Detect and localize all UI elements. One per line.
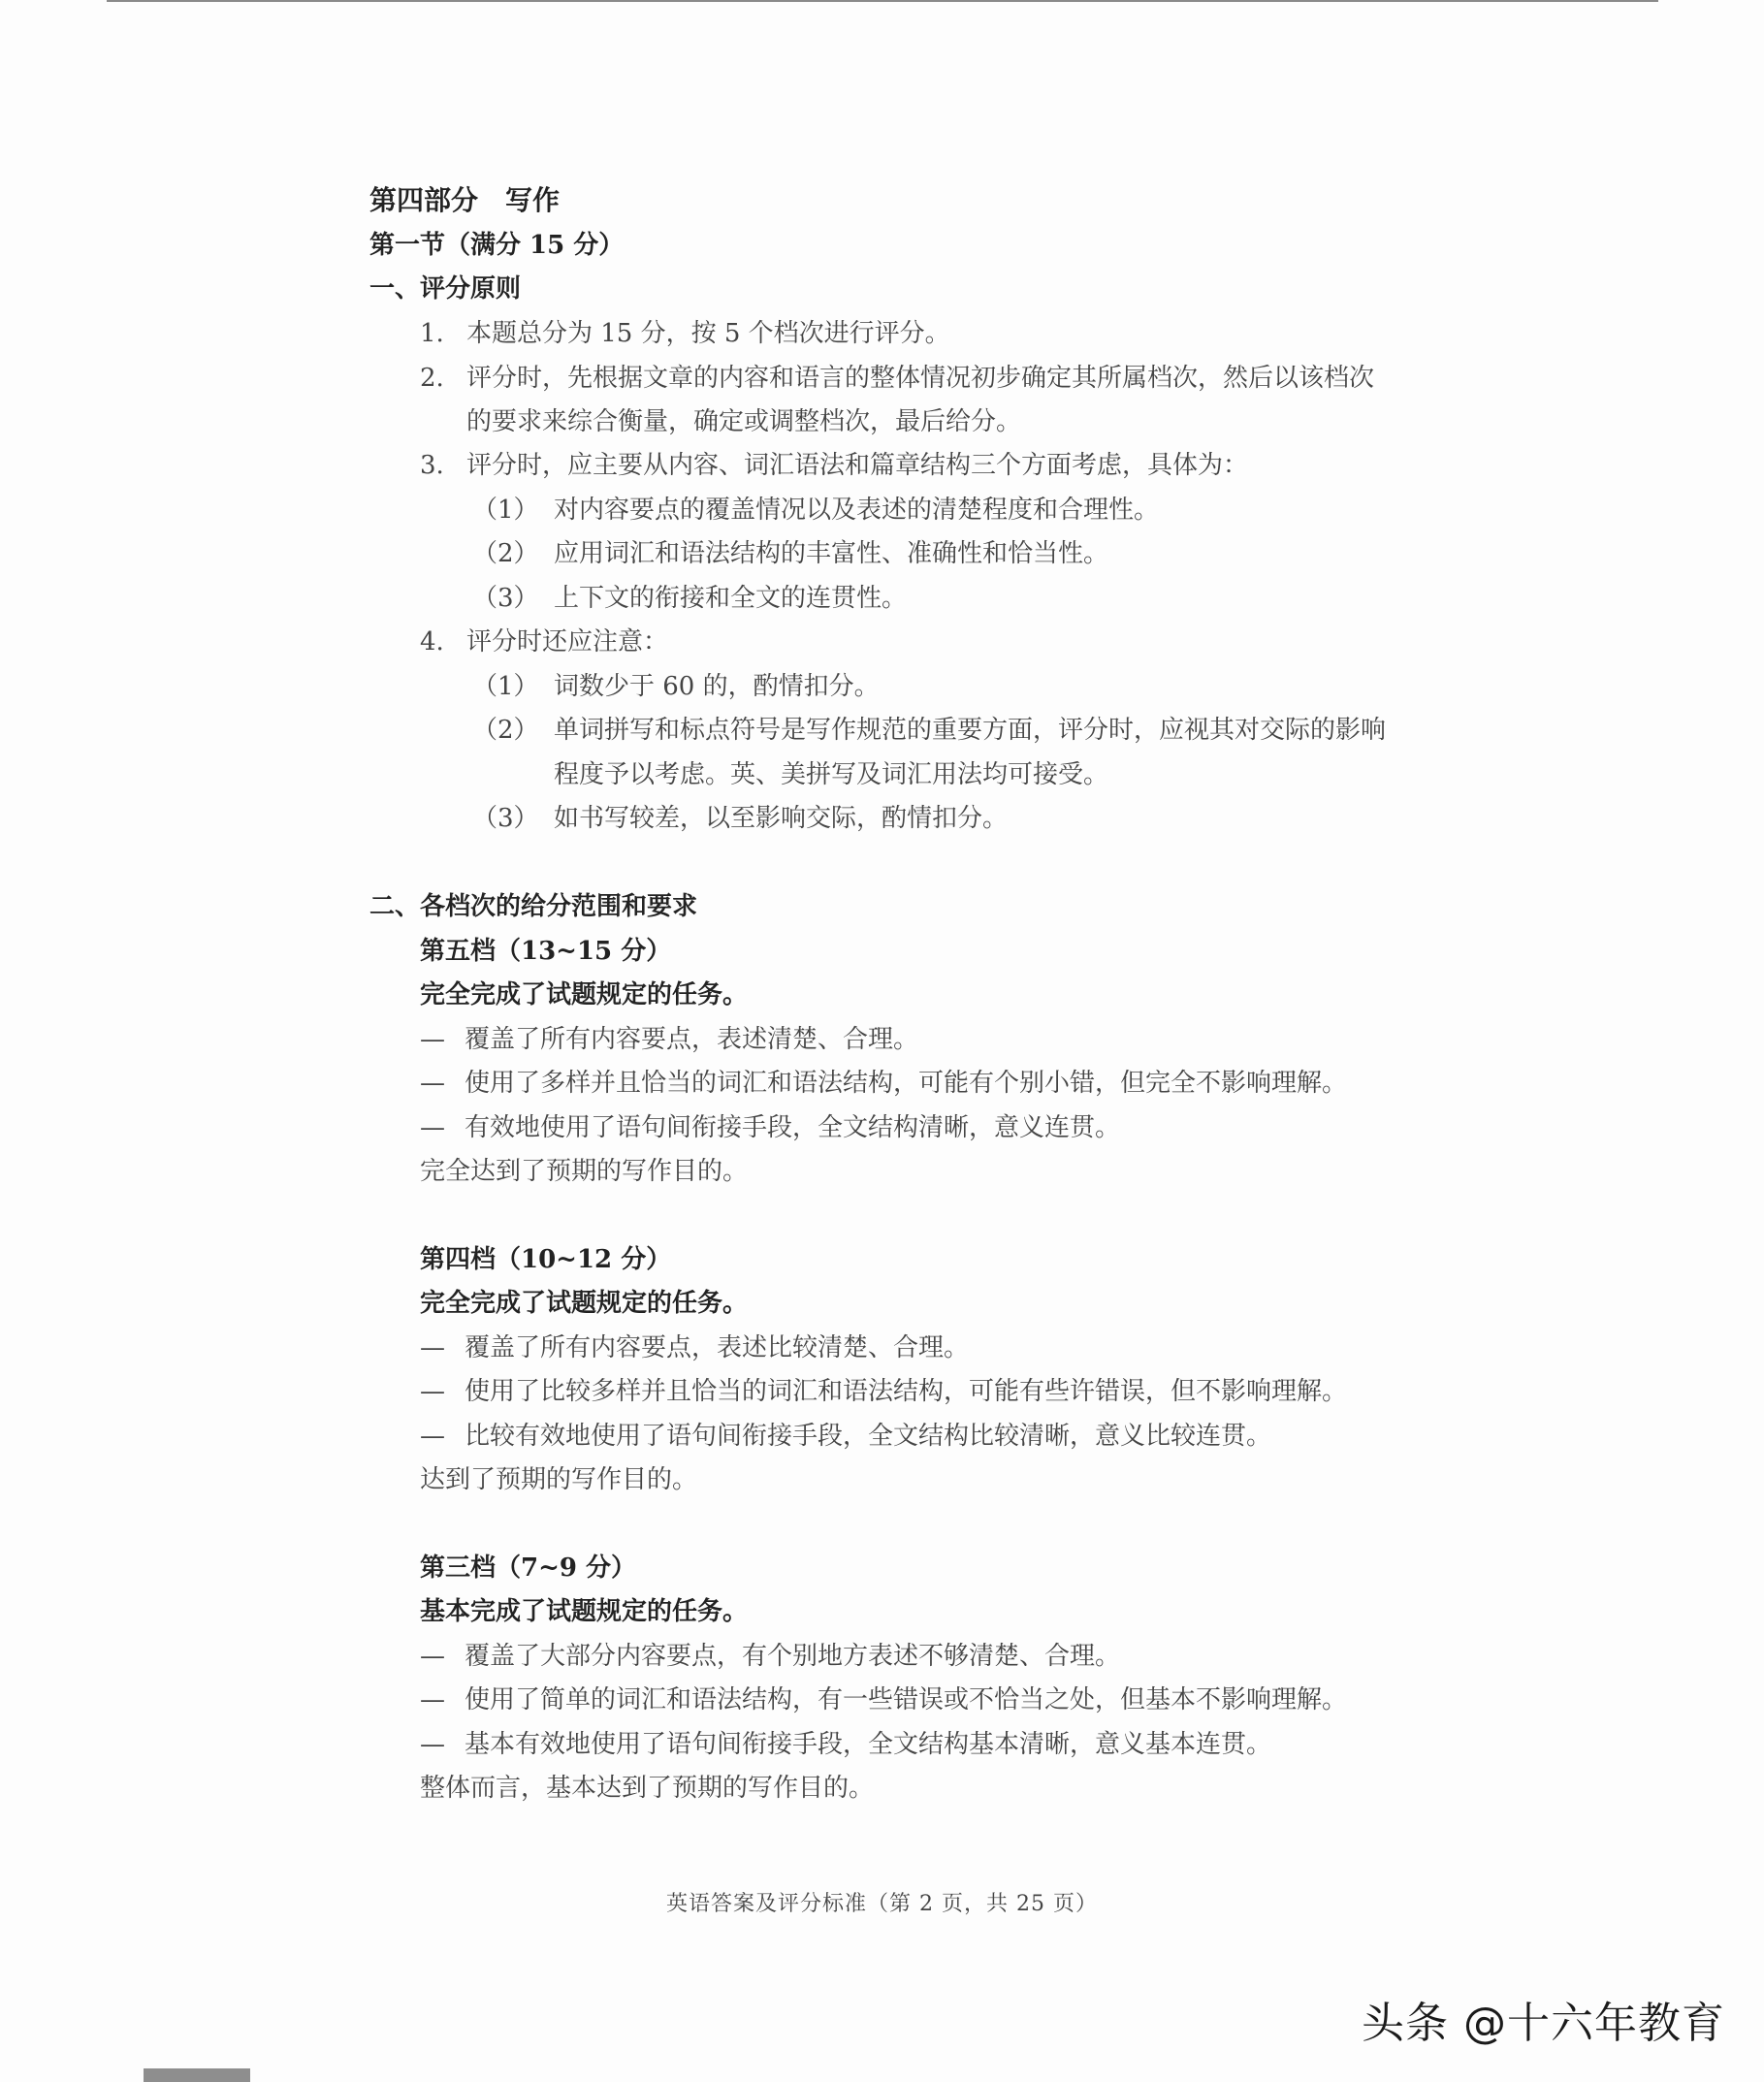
dash-bullet: — [420,1025,445,1054]
dash-bullet: — [420,1113,445,1142]
item-number: 1. [420,319,444,348]
sub-item-3-3 [472,582,907,615]
dash-bullet: — [420,1642,445,1671]
point-text: 基本有效地使用了语句间衔接手段，全文结构基本清晰，意义基本连贯。 [465,1730,1272,1759]
item-number: 3. [420,451,444,480]
sub-number: （2） [472,539,539,568]
tier-title: 第五档（13~15 分） [420,937,672,966]
tier-point [420,1111,1120,1144]
point-text: 有效地使用了语句间衔接手段，全文结构清晰，意义连贯。 [465,1113,1121,1142]
point-text: 覆盖了所有内容要点，表述清楚、合理。 [465,1025,919,1054]
dash-bullet: — [420,1333,445,1362]
sub-item-4-2-cont: 程度予以考虑。英、美拼写及词汇用法均可接受。 [554,760,1109,789]
sub-item-4-2 [472,714,1386,747]
item-number: 4. [420,627,444,657]
dash-bullet: — [420,1730,445,1759]
point-text: 覆盖了大部分内容要点，有个别地方表述不够清楚、合理。 [465,1642,1121,1671]
tier-task: 完全完成了试题规定的任务。 [420,1289,749,1318]
principle-item-2-cont: 的要求来综合衡量，确定或调整档次，最后给分。 [466,407,1022,436]
item-text: 评分时，应主要从内容、词汇语法和篇章结构三个方面考虑，具体为： [466,451,1249,480]
principle-item-1 [420,317,950,350]
levels-heading: 二、各档次的给分范围和要求 [369,892,698,921]
watermark-text: 头条 @十六年教育 [1362,1999,1725,2048]
sub-text: 单词拼写和标点符号是写作规范的重要方面，评分时，应视其对交际的影响 [554,716,1387,745]
sub-item-4-3 [472,802,1008,835]
point-text: 使用了多样并且恰当的词汇和语法结构，可能有个别小错，但完全不影响理解。 [465,1069,1348,1098]
dash-bullet: — [420,1069,445,1098]
tier-conclusion: 达到了预期的写作目的。 [420,1465,698,1494]
dash-bullet: — [420,1685,445,1714]
part-title: 第四部分 写作 [369,184,561,216]
top-rule [107,0,1658,2]
tier-point [420,1420,1271,1453]
item-text: 评分时还应注意： [466,627,669,657]
corner-bar [144,2068,250,2082]
item-number: 2. [420,364,444,393]
item-text: 评分时，先根据文章的内容和语言的整体情况初步确定其所属档次，然后以该档次 [466,364,1375,393]
principle-item-3 [420,449,1248,482]
principle-item-4 [420,625,668,658]
tier-point [420,1023,918,1056]
principles-heading: 一、评分原则 [369,274,522,304]
tier-point [420,1728,1271,1761]
tier-point [420,1375,1347,1408]
sub-number: （1） [472,496,539,525]
principle-item-2 [420,362,1374,395]
sub-number: （3） [472,584,539,613]
sub-item-3-2 [472,537,1108,570]
sub-text: 对内容要点的覆盖情况以及表述的清楚程度和合理性。 [554,496,1160,525]
sub-text: 应用词汇和语法结构的丰富性、准确性和恰当性。 [554,539,1109,568]
sub-item-4-1 [472,670,880,703]
tier-conclusion: 整体而言，基本达到了预期的写作目的。 [420,1774,875,1803]
sub-number: （1） [472,672,539,701]
dash-bullet: — [420,1422,445,1451]
sub-item-3-1 [472,494,1159,527]
sub-number: （3） [472,804,539,833]
sub-text: 如书写较差，以至影响交际，酌情扣分。 [554,804,1009,833]
tier-point [420,1331,969,1364]
tier-point [420,1683,1347,1716]
point-text: 覆盖了所有内容要点，表述比较清楚、合理。 [465,1333,970,1362]
item-text: 本题总分为 15 分，按 5 个档次进行评分。 [466,319,950,348]
page-footer: 英语答案及评分标准（第 2 页，共 25 页） [666,1892,1098,1916]
sub-text: 上下文的衔接和全文的连贯性。 [554,584,908,613]
section-title: 第一节（满分 15 分） [369,231,625,260]
sub-text: 词数少于 60 的，酌情扣分。 [554,672,880,701]
tier-title: 第三档（7~9 分） [420,1553,637,1583]
dash-bullet: — [420,1377,445,1406]
tier-title: 第四档（10~12 分） [420,1245,672,1274]
sub-number: （2） [472,716,539,745]
point-text: 使用了比较多样并且恰当的词汇和语法结构，可能有些许错误，但不影响理解。 [465,1377,1348,1406]
tier-task: 完全完成了试题规定的任务。 [420,980,749,1009]
tier-point [420,1640,1120,1673]
tier-point [420,1067,1347,1100]
point-text: 使用了简单的词汇和语法结构，有一些错误或不恰当之处，但基本不影响理解。 [465,1685,1348,1714]
point-text: 比较有效地使用了语句间衔接手段，全文结构比较清晰，意义比较连贯。 [465,1422,1272,1451]
tier-task: 基本完成了试题规定的任务。 [420,1597,749,1626]
tier-conclusion: 完全达到了预期的写作目的。 [420,1157,749,1186]
